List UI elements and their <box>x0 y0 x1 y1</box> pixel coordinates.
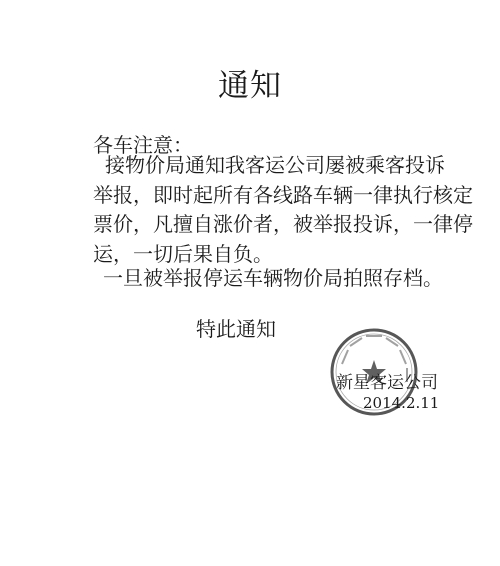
body-line: 接物价局通知我客运公司屡被乘客投诉 <box>105 153 445 177</box>
notice-date: 2014.2.11 <box>363 394 440 412</box>
salutation: 各车注意： <box>93 133 193 157</box>
closing-text: 特此通知 <box>196 317 276 341</box>
notice-body-paragraph <box>93 151 473 269</box>
notice-second-paragraph: 一旦被举报停运车辆物价局拍照存档。 <box>103 266 443 290</box>
notice-title: 通知 <box>218 68 282 104</box>
body-line: 运，一切后果自负。 <box>93 241 273 266</box>
body-line: 举报，即时起所有各线路车辆一律执行核定 <box>93 182 473 207</box>
body-line: 票价，凡擅自涨价者，被举报投诉，一律停 <box>93 212 473 236</box>
company-name: 新星客运公司 <box>336 373 438 393</box>
